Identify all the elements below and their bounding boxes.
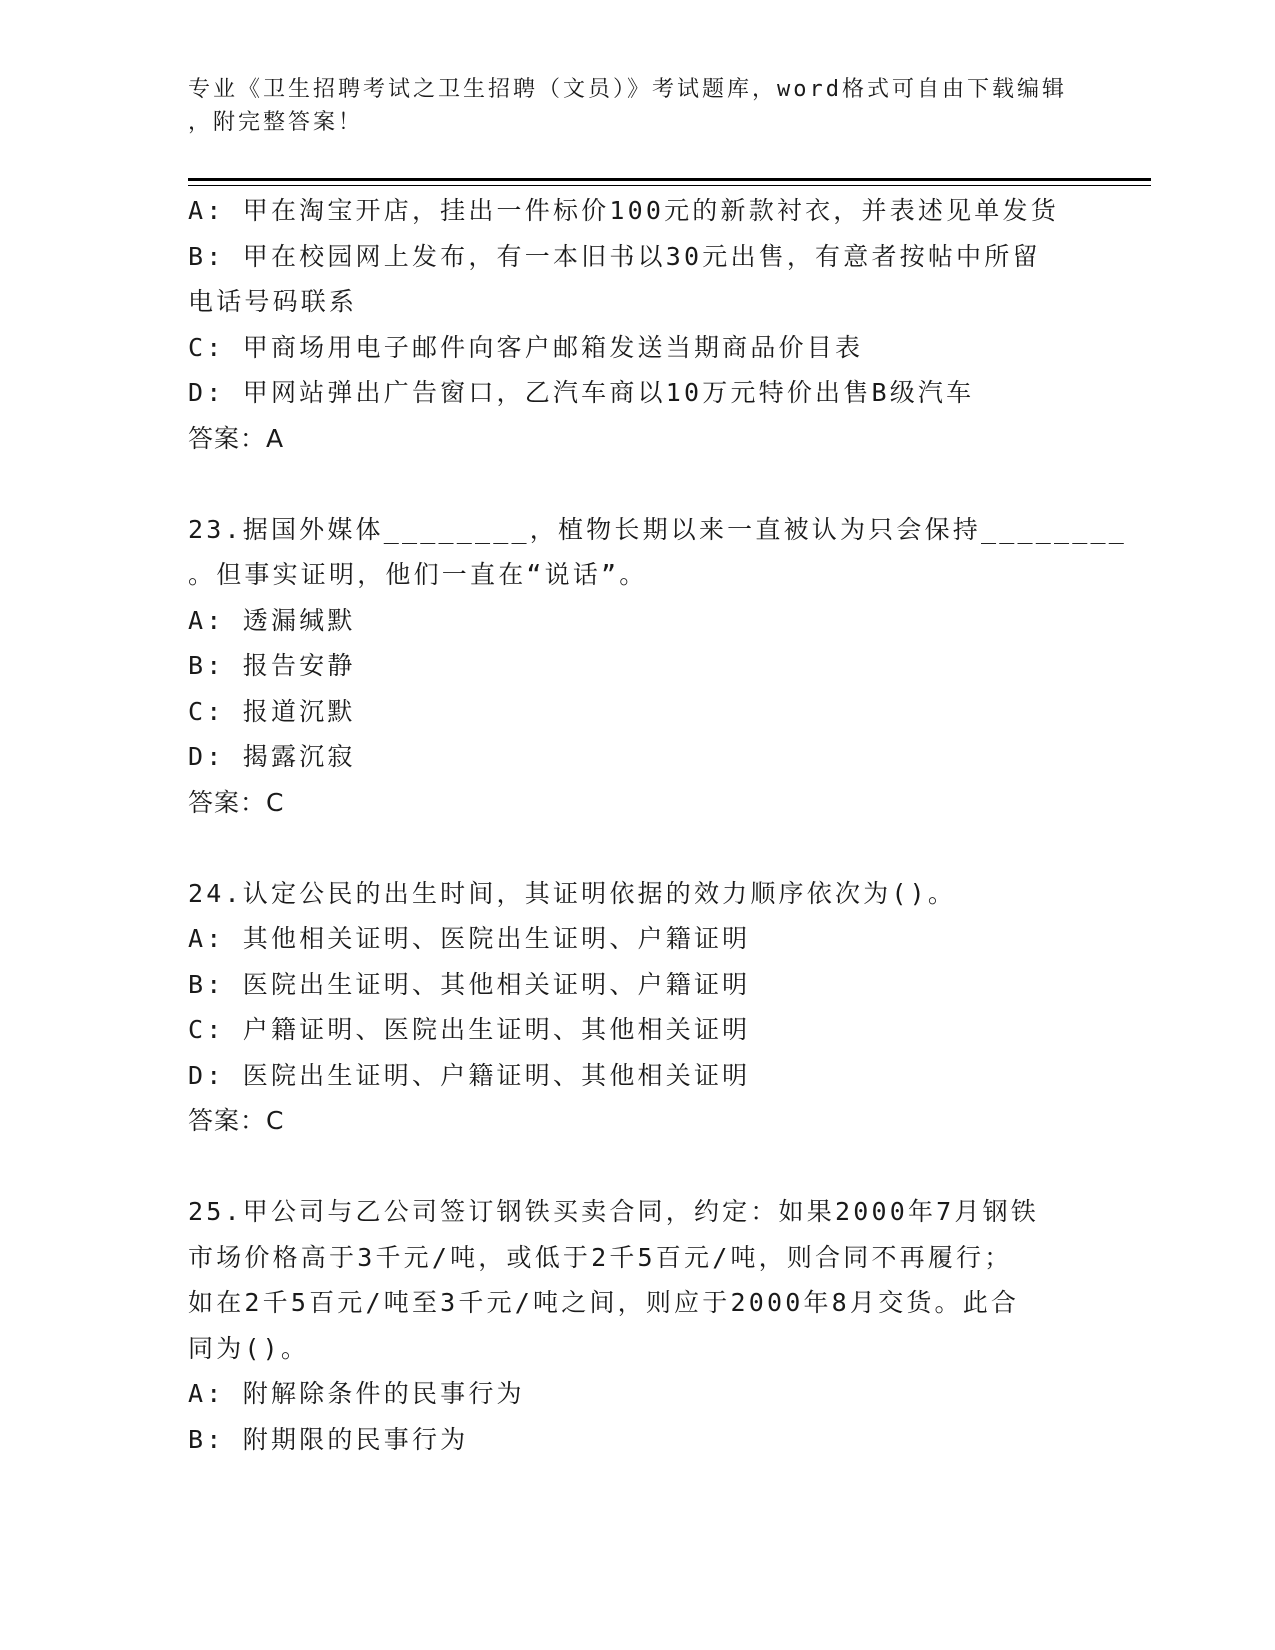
answer-line: 答案：C (188, 787, 285, 817)
question-spacer (188, 1144, 1093, 1190)
question-spacer (188, 825, 1093, 871)
option-c: C: 户籍证明、医院出生证明、其他相关证明 (188, 1015, 751, 1044)
option-d: D: 医院出生证明、户籍证明、其他相关证明 (188, 1060, 751, 1090)
option-a: A: 透漏缄默 (188, 605, 356, 635)
answer-line: 答案：A (188, 423, 285, 453)
question-25 (188, 1189, 1093, 1462)
question-22 (188, 188, 1093, 461)
answer-line: 答案：C (188, 1106, 285, 1135)
header-line-2: ，附完整答案！ (188, 110, 364, 135)
question-list (188, 188, 1127, 1462)
question-stem-continued: 。但事实证明，他们一直在“说话”。 (188, 560, 648, 589)
option-a: A: 甲在淘宝开店，挂出一件标价100元的新款衬衣，并表述见单发货 (188, 196, 1059, 225)
option-d: D: 揭露沉寂 (188, 742, 356, 771)
question-stem: 24.认定公民的出生时间，其证明依据的效力顺序依次为()。 (188, 878, 957, 908)
header-divider-thin (188, 185, 1151, 186)
question-stem-continued: 市场价格高于3千元/吨，或低于2千5百元/吨，则合同不再履行； (188, 1242, 1013, 1272)
option-b-continued: 电话号码联系 (188, 287, 358, 316)
option-b: B: 报告安静 (188, 651, 356, 680)
question-24 (188, 871, 1093, 1144)
header-line-1: 专业《卫生招聘考试之卫生招聘（文员）》考试题库，word格式可自由下载编辑 (188, 77, 1067, 102)
document-header (188, 73, 1088, 139)
option-a: A: 附解除条件的民事行为 (188, 1379, 525, 1408)
option-c: C: 报道沉默 (188, 696, 356, 726)
header-divider-thick (188, 178, 1151, 181)
question-stem-continued: 如在2千5百元/吨至3千元/吨之间，则应于2000年8月交货。此合 (188, 1288, 1020, 1317)
question-stem-continued: 同为()。 (188, 1333, 310, 1363)
option-a: A: 其他相关证明、医院出生证明、户籍证明 (188, 924, 751, 953)
option-b: B: 医院出生证明、其他相关证明、户籍证明 (188, 969, 751, 999)
question-stem: 23.据国外媒体________，植物长期以来一直被认为只会保持________ (188, 514, 1127, 544)
question-23 (188, 507, 1127, 826)
option-d: D: 甲网站弹出广告窗口，乙汽车商以10万元特价出售B级汽车 (188, 378, 975, 407)
option-b: B: 甲在校园网上发布，有一本旧书以30元出售，有意者按帖中所留 (188, 241, 1041, 271)
question-stem: 25.甲公司与乙公司签订钢铁买卖合同，约定：如果2000年7月钢铁 (188, 1197, 1040, 1226)
option-c: C: 甲商场用电子邮件向客户邮箱发送当期商品价目表 (188, 332, 864, 362)
question-spacer (188, 461, 1093, 507)
option-b: B: 附期限的民事行为 (188, 1424, 469, 1454)
